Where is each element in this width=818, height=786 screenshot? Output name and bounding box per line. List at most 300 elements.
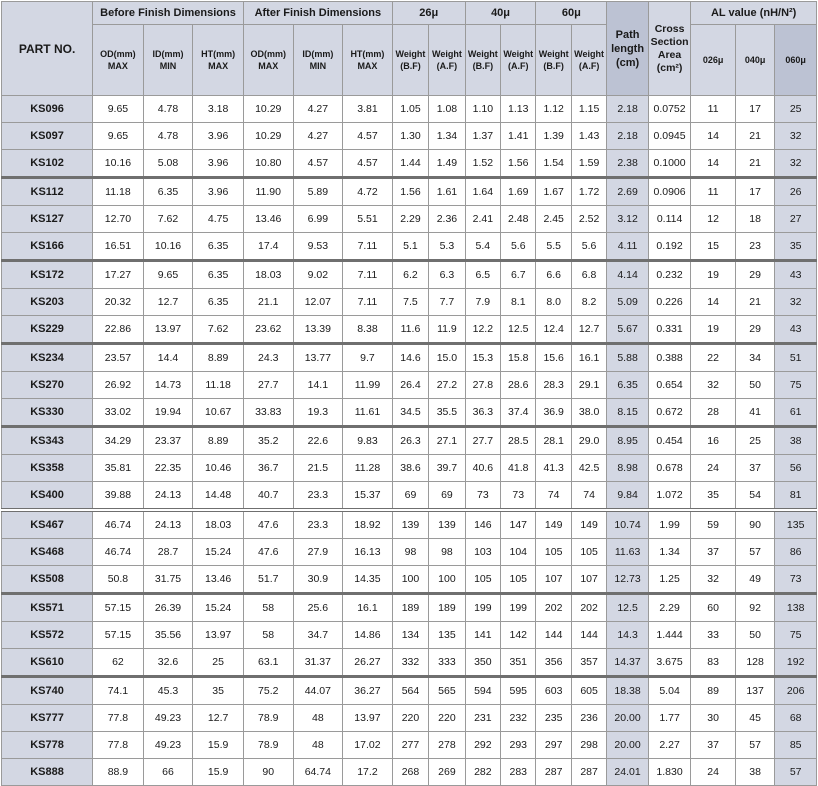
al-026-header: 026μ xyxy=(691,25,736,96)
before-ht-cell: 13.46 xyxy=(193,566,244,594)
cross-section-cell: 0.232 xyxy=(648,261,691,289)
w40-af-cell: 15.8 xyxy=(501,344,536,372)
cross-section-header: Cross Section Area (cm²) xyxy=(648,2,691,96)
before-id-cell: 14.73 xyxy=(143,372,193,399)
al-060-cell: 73 xyxy=(775,566,817,594)
before-ht-cell: 8.89 xyxy=(193,427,244,455)
w26-bf-cell: 1.44 xyxy=(392,150,428,178)
after-id-cell: 48 xyxy=(293,732,343,759)
cross-section-cell: 1.25 xyxy=(648,566,691,594)
w60-af-cell: 144 xyxy=(571,622,606,649)
part-no-cell: KS343 xyxy=(2,427,93,455)
after-id-cell: 12.07 xyxy=(293,289,343,316)
path-length-cell: 3.12 xyxy=(607,206,649,233)
al-040-cell: 57 xyxy=(735,539,774,566)
w40-af-cell: 73 xyxy=(501,482,536,511)
after-od-cell: 23.62 xyxy=(243,316,293,344)
before-od-cell: 77.8 xyxy=(93,732,144,759)
w60-bf-cell: 1.39 xyxy=(536,123,571,150)
w60-bf-cell: 149 xyxy=(536,510,571,539)
al-040-cell: 128 xyxy=(735,649,774,677)
after-ht-cell: 18.92 xyxy=(343,510,393,539)
part-no-cell: KS888 xyxy=(2,759,93,786)
before-od-cell: 22.86 xyxy=(93,316,144,344)
part-no-cell: KS400 xyxy=(2,482,93,511)
before-id-cell: 6.35 xyxy=(143,178,193,206)
path-length-cell: 10.74 xyxy=(607,510,649,539)
al-040-cell: 25 xyxy=(735,427,774,455)
mu40-header: 40μ xyxy=(465,2,536,25)
w26-bf-cell: 14.6 xyxy=(392,344,428,372)
before-od-cell: 16.51 xyxy=(93,233,144,261)
before-id-cell: 28.7 xyxy=(143,539,193,566)
after-id-cell: 4.57 xyxy=(293,150,343,178)
w60-bf-cell: 1.54 xyxy=(536,150,571,178)
al-040-cell: 49 xyxy=(735,566,774,594)
after-od-cell: 40.7 xyxy=(243,482,293,511)
al-026-cell: 35 xyxy=(691,482,736,511)
w40-bf-cell: 1.37 xyxy=(465,123,500,150)
w60-af-cell: 105 xyxy=(571,539,606,566)
path-length-cell: 14.3 xyxy=(607,622,649,649)
before-id-cell: 10.16 xyxy=(143,233,193,261)
table-row xyxy=(2,316,817,344)
w40-bf-cell: 350 xyxy=(465,649,500,677)
w26-bf-cell: 1.56 xyxy=(392,178,428,206)
w40-af-cell: 28.5 xyxy=(501,427,536,455)
after-ht-cell: 7.11 xyxy=(343,289,393,316)
before-od-cell: 50.8 xyxy=(93,566,144,594)
cross-section-cell: 0.0906 xyxy=(648,178,691,206)
after-od-cell: 13.46 xyxy=(243,206,293,233)
al-026-cell: 19 xyxy=(691,261,736,289)
path-length-header: Path length (cm) xyxy=(607,2,649,96)
after-ht-cell: 17.2 xyxy=(343,759,393,786)
before-ht-cell: 15.24 xyxy=(193,594,244,622)
w26-af-cell: 1.34 xyxy=(429,123,465,150)
w40-af-cell: 37.4 xyxy=(501,399,536,427)
w60-af-cell: 5.6 xyxy=(571,233,606,261)
w40-af-cell: 142 xyxy=(501,622,536,649)
part-no-cell: KS358 xyxy=(2,455,93,482)
path-length-cell: 9.84 xyxy=(607,482,649,511)
al-026-cell: 59 xyxy=(691,510,736,539)
al-040-cell: 17 xyxy=(735,96,774,123)
table-row xyxy=(2,427,817,455)
w26-bf-cell: 189 xyxy=(392,594,428,622)
path-length-cell: 2.69 xyxy=(607,178,649,206)
w60-bf-cell: 603 xyxy=(536,677,571,705)
al-060-cell: 25 xyxy=(775,96,817,123)
before-id-cell: 13.97 xyxy=(143,316,193,344)
al-value-header: AL value (nH/N²) xyxy=(691,2,817,25)
al-060-cell: 32 xyxy=(775,150,817,178)
w60-bf-header: Weight (B.F) xyxy=(536,25,571,96)
before-ht-cell: 4.75 xyxy=(193,206,244,233)
al-060-cell: 32 xyxy=(775,123,817,150)
part-no-cell: KS097 xyxy=(2,123,93,150)
w26-af-cell: 2.36 xyxy=(429,206,465,233)
cross-section-cell: 2.29 xyxy=(648,594,691,622)
al-040-cell: 21 xyxy=(735,150,774,178)
w40-bf-cell: 594 xyxy=(465,677,500,705)
w60-bf-cell: 1.67 xyxy=(536,178,571,206)
w60-af-cell: 1.15 xyxy=(571,96,606,123)
w60-af-cell: 12.7 xyxy=(571,316,606,344)
al-040-header: 040μ xyxy=(735,25,774,96)
w40-af-cell: 6.7 xyxy=(501,261,536,289)
before-ht-cell: 13.97 xyxy=(193,622,244,649)
w40-bf-header: Weight (B.F) xyxy=(465,25,500,96)
w60-af-cell: 1.43 xyxy=(571,123,606,150)
al-040-cell: 17 xyxy=(735,178,774,206)
after-od-cell: 47.6 xyxy=(243,510,293,539)
w26-af-cell: 27.1 xyxy=(429,427,465,455)
al-060-cell: 75 xyxy=(775,622,817,649)
after-od-cell: 27.7 xyxy=(243,372,293,399)
after-id-cell: 30.9 xyxy=(293,566,343,594)
before-id-cell: 23.37 xyxy=(143,427,193,455)
after-ht-cell: 16.1 xyxy=(343,594,393,622)
w60-bf-cell: 235 xyxy=(536,705,571,732)
part-no-cell: KS172 xyxy=(2,261,93,289)
after-id-cell: 4.27 xyxy=(293,123,343,150)
after-ht-cell: 11.28 xyxy=(343,455,393,482)
w40-af-cell: 199 xyxy=(501,594,536,622)
table-row xyxy=(2,510,817,539)
al-040-cell: 37 xyxy=(735,455,774,482)
al-026-cell: 11 xyxy=(691,96,736,123)
cross-section-cell: 0.226 xyxy=(648,289,691,316)
after-id-cell: 22.6 xyxy=(293,427,343,455)
after-od-cell: 63.1 xyxy=(243,649,293,677)
table-row xyxy=(2,344,817,372)
after-ht-cell: 3.81 xyxy=(343,96,393,123)
cross-section-cell: 1.99 xyxy=(648,510,691,539)
after-ht-cell: 7.11 xyxy=(343,233,393,261)
before-id-cell: 4.78 xyxy=(143,96,193,123)
before-od-cell: 20.32 xyxy=(93,289,144,316)
cross-section-cell: 0.654 xyxy=(648,372,691,399)
after-od-cell: 35.2 xyxy=(243,427,293,455)
w60-af-cell: 38.0 xyxy=(571,399,606,427)
before-ht-cell: 10.46 xyxy=(193,455,244,482)
w60-bf-cell: 105 xyxy=(536,539,571,566)
w40-af-cell: 147 xyxy=(501,510,536,539)
w60-af-cell: 107 xyxy=(571,566,606,594)
part-no-cell: KS127 xyxy=(2,206,93,233)
al-060-cell: 27 xyxy=(775,206,817,233)
before-od-cell: 11.18 xyxy=(93,178,144,206)
table-row xyxy=(2,677,817,705)
w40-bf-cell: 103 xyxy=(465,539,500,566)
part-no-cell: KS102 xyxy=(2,150,93,178)
al-040-cell: 57 xyxy=(735,732,774,759)
before-ht-cell: 11.18 xyxy=(193,372,244,399)
cross-section-cell: 0.192 xyxy=(648,233,691,261)
w40-af-cell: 2.48 xyxy=(501,206,536,233)
w60-bf-cell: 2.45 xyxy=(536,206,571,233)
w40-af-header: Weight (A.F) xyxy=(501,25,536,96)
table-row xyxy=(2,622,817,649)
after-od-cell: 58 xyxy=(243,594,293,622)
cross-section-cell: 1.444 xyxy=(648,622,691,649)
w26-af-cell: 278 xyxy=(429,732,465,759)
cross-section-cell: 1.072 xyxy=(648,482,691,511)
w40-bf-cell: 2.41 xyxy=(465,206,500,233)
w40-af-cell: 232 xyxy=(501,705,536,732)
cross-section-cell: 0.672 xyxy=(648,399,691,427)
table-row xyxy=(2,261,817,289)
after-id-cell: 21.5 xyxy=(293,455,343,482)
after-ht-cell: 8.38 xyxy=(343,316,393,344)
before-od-cell: 34.29 xyxy=(93,427,144,455)
w26-bf-cell: 332 xyxy=(392,649,428,677)
w40-bf-cell: 5.4 xyxy=(465,233,500,261)
path-length-cell: 6.35 xyxy=(607,372,649,399)
w60-bf-cell: 1.12 xyxy=(536,96,571,123)
w60-af-cell: 1.72 xyxy=(571,178,606,206)
w26-bf-cell: 100 xyxy=(392,566,428,594)
al-040-cell: 18 xyxy=(735,206,774,233)
w26-bf-cell: 6.2 xyxy=(392,261,428,289)
w60-bf-cell: 297 xyxy=(536,732,571,759)
after-id-cell: 44.07 xyxy=(293,677,343,705)
al-060-cell: 38 xyxy=(775,427,817,455)
w26-bf-header: Weight (B.F) xyxy=(392,25,428,96)
cross-section-cell: 0.331 xyxy=(648,316,691,344)
cross-section-cell: 0.454 xyxy=(648,427,691,455)
w40-af-cell: 41.8 xyxy=(501,455,536,482)
w40-af-cell: 12.5 xyxy=(501,316,536,344)
w26-af-cell: 7.7 xyxy=(429,289,465,316)
w60-af-cell: 605 xyxy=(571,677,606,705)
after-id-header: ID(mm) MIN xyxy=(293,25,343,96)
before-od-cell: 57.15 xyxy=(93,594,144,622)
after-id-cell: 34.7 xyxy=(293,622,343,649)
w40-af-cell: 104 xyxy=(501,539,536,566)
w26-af-header: Weight (A.F) xyxy=(429,25,465,96)
after-ht-cell: 17.02 xyxy=(343,732,393,759)
part-no-cell: KS270 xyxy=(2,372,93,399)
after-od-cell: 11.90 xyxy=(243,178,293,206)
before-ht-cell: 6.35 xyxy=(193,289,244,316)
w26-af-cell: 1.08 xyxy=(429,96,465,123)
before-id-header: ID(mm) MIN xyxy=(143,25,193,96)
al-026-cell: 28 xyxy=(691,399,736,427)
al-060-cell: 56 xyxy=(775,455,817,482)
w26-bf-cell: 7.5 xyxy=(392,289,428,316)
w26-bf-cell: 2.29 xyxy=(392,206,428,233)
al-060-cell: 86 xyxy=(775,539,817,566)
after-od-cell: 10.29 xyxy=(243,123,293,150)
before-ht-cell: 10.67 xyxy=(193,399,244,427)
w40-af-cell: 1.56 xyxy=(501,150,536,178)
before-od-cell: 88.9 xyxy=(93,759,144,786)
w40-bf-cell: 73 xyxy=(465,482,500,511)
after-ht-cell: 5.51 xyxy=(343,206,393,233)
path-length-cell: 2.18 xyxy=(607,123,649,150)
after-id-cell: 23.3 xyxy=(293,510,343,539)
before-ht-cell: 15.9 xyxy=(193,732,244,759)
al-040-cell: 38 xyxy=(735,759,774,786)
core-spec-table xyxy=(1,1,817,786)
w26-bf-cell: 26.4 xyxy=(392,372,428,399)
w60-af-cell: 2.52 xyxy=(571,206,606,233)
table-row xyxy=(2,372,817,399)
w40-af-cell: 1.69 xyxy=(501,178,536,206)
part-no-cell: KS777 xyxy=(2,705,93,732)
al-040-cell: 137 xyxy=(735,677,774,705)
w60-bf-cell: 28.1 xyxy=(536,427,571,455)
al-040-cell: 54 xyxy=(735,482,774,511)
before-id-cell: 24.13 xyxy=(143,510,193,539)
w26-bf-cell: 11.6 xyxy=(392,316,428,344)
table-row xyxy=(2,759,817,786)
before-id-cell: 24.13 xyxy=(143,482,193,511)
cross-section-cell: 1.77 xyxy=(648,705,691,732)
after-id-cell: 13.39 xyxy=(293,316,343,344)
al-060-cell: 206 xyxy=(775,677,817,705)
before-id-cell: 49.23 xyxy=(143,705,193,732)
before-ht-cell: 12.7 xyxy=(193,705,244,732)
w26-bf-cell: 277 xyxy=(392,732,428,759)
part-no-cell: KS778 xyxy=(2,732,93,759)
w60-bf-cell: 287 xyxy=(536,759,571,786)
al-040-cell: 21 xyxy=(735,123,774,150)
path-length-cell: 4.11 xyxy=(607,233,649,261)
cross-section-cell: 0.0752 xyxy=(648,96,691,123)
table-row xyxy=(2,150,817,178)
after-od-cell: 78.9 xyxy=(243,732,293,759)
al-060-cell: 81 xyxy=(775,482,817,511)
w40-bf-cell: 141 xyxy=(465,622,500,649)
al-040-cell: 50 xyxy=(735,622,774,649)
path-length-cell: 18.38 xyxy=(607,677,649,705)
after-od-cell: 33.83 xyxy=(243,399,293,427)
w40-bf-cell: 292 xyxy=(465,732,500,759)
w26-af-cell: 189 xyxy=(429,594,465,622)
cross-section-cell: 0.0945 xyxy=(648,123,691,150)
after-od-cell: 21.1 xyxy=(243,289,293,316)
al-026-cell: 16 xyxy=(691,427,736,455)
w26-bf-cell: 1.05 xyxy=(392,96,428,123)
before-ht-cell: 6.35 xyxy=(193,233,244,261)
table-row xyxy=(2,705,817,732)
w60-bf-cell: 8.0 xyxy=(536,289,571,316)
path-length-cell: 12.73 xyxy=(607,566,649,594)
after-id-cell: 14.1 xyxy=(293,372,343,399)
before-ht-cell: 3.18 xyxy=(193,96,244,123)
table-row xyxy=(2,96,817,123)
w60-af-cell: 298 xyxy=(571,732,606,759)
after-ht-cell: 14.35 xyxy=(343,566,393,594)
after-id-cell: 6.99 xyxy=(293,206,343,233)
after-ht-cell: 13.97 xyxy=(343,705,393,732)
w40-bf-cell: 282 xyxy=(465,759,500,786)
w26-af-cell: 98 xyxy=(429,539,465,566)
before-id-cell: 19.94 xyxy=(143,399,193,427)
w40-bf-cell: 1.10 xyxy=(465,96,500,123)
w40-af-cell: 8.1 xyxy=(501,289,536,316)
after-od-cell: 10.29 xyxy=(243,96,293,123)
before-ht-cell: 15.9 xyxy=(193,759,244,786)
al-026-cell: 14 xyxy=(691,150,736,178)
before-od-cell: 9.65 xyxy=(93,96,144,123)
w26-bf-cell: 34.5 xyxy=(392,399,428,427)
path-length-cell: 20.00 xyxy=(607,732,649,759)
al-060-cell: 138 xyxy=(775,594,817,622)
al-026-cell: 37 xyxy=(691,732,736,759)
part-no-cell: KS467 xyxy=(2,510,93,539)
before-finish-header: Before Finish Dimensions xyxy=(93,2,244,25)
w60-af-cell: 29.0 xyxy=(571,427,606,455)
before-od-cell: 9.65 xyxy=(93,123,144,150)
al-026-cell: 19 xyxy=(691,316,736,344)
w60-af-cell: 236 xyxy=(571,705,606,732)
w60-bf-cell: 5.5 xyxy=(536,233,571,261)
part-no-cell: KS229 xyxy=(2,316,93,344)
w26-bf-cell: 134 xyxy=(392,622,428,649)
w26-af-cell: 35.5 xyxy=(429,399,465,427)
before-id-cell: 5.08 xyxy=(143,150,193,178)
after-id-cell: 31.37 xyxy=(293,649,343,677)
table-row xyxy=(2,123,817,150)
al-026-cell: 22 xyxy=(691,344,736,372)
before-od-cell: 74.1 xyxy=(93,677,144,705)
al-026-cell: 24 xyxy=(691,455,736,482)
table-header xyxy=(2,2,817,96)
after-id-cell: 27.9 xyxy=(293,539,343,566)
w60-bf-cell: 28.3 xyxy=(536,372,571,399)
al-026-cell: 15 xyxy=(691,233,736,261)
path-length-cell: 11.63 xyxy=(607,539,649,566)
al-026-cell: 32 xyxy=(691,566,736,594)
al-060-cell: 68 xyxy=(775,705,817,732)
w40-af-cell: 5.6 xyxy=(501,233,536,261)
before-ht-cell: 14.48 xyxy=(193,482,244,511)
al-026-cell: 83 xyxy=(691,649,736,677)
w26-af-cell: 135 xyxy=(429,622,465,649)
before-od-cell: 10.16 xyxy=(93,150,144,178)
w60-af-cell: 74 xyxy=(571,482,606,511)
w60-bf-cell: 74 xyxy=(536,482,571,511)
after-id-cell: 19.3 xyxy=(293,399,343,427)
al-040-cell: 29 xyxy=(735,316,774,344)
path-length-cell: 20.00 xyxy=(607,705,649,732)
w40-bf-cell: 1.64 xyxy=(465,178,500,206)
cross-section-cell: 3.675 xyxy=(648,649,691,677)
after-od-cell: 78.9 xyxy=(243,705,293,732)
before-id-cell: 14.4 xyxy=(143,344,193,372)
after-ht-cell: 4.72 xyxy=(343,178,393,206)
after-id-cell: 48 xyxy=(293,705,343,732)
after-od-cell: 36.7 xyxy=(243,455,293,482)
w40-bf-cell: 12.2 xyxy=(465,316,500,344)
table-body xyxy=(2,96,817,786)
mu60-header: 60μ xyxy=(536,2,607,25)
after-od-cell: 47.6 xyxy=(243,539,293,566)
path-length-cell: 14.37 xyxy=(607,649,649,677)
w26-bf-cell: 139 xyxy=(392,510,428,539)
after-ht-cell: 16.13 xyxy=(343,539,393,566)
w60-bf-cell: 12.4 xyxy=(536,316,571,344)
part-no-cell: KS203 xyxy=(2,289,93,316)
path-length-cell: 4.14 xyxy=(607,261,649,289)
before-ht-cell: 3.96 xyxy=(193,178,244,206)
cross-section-cell: 1.830 xyxy=(648,759,691,786)
w60-af-cell: 29.1 xyxy=(571,372,606,399)
